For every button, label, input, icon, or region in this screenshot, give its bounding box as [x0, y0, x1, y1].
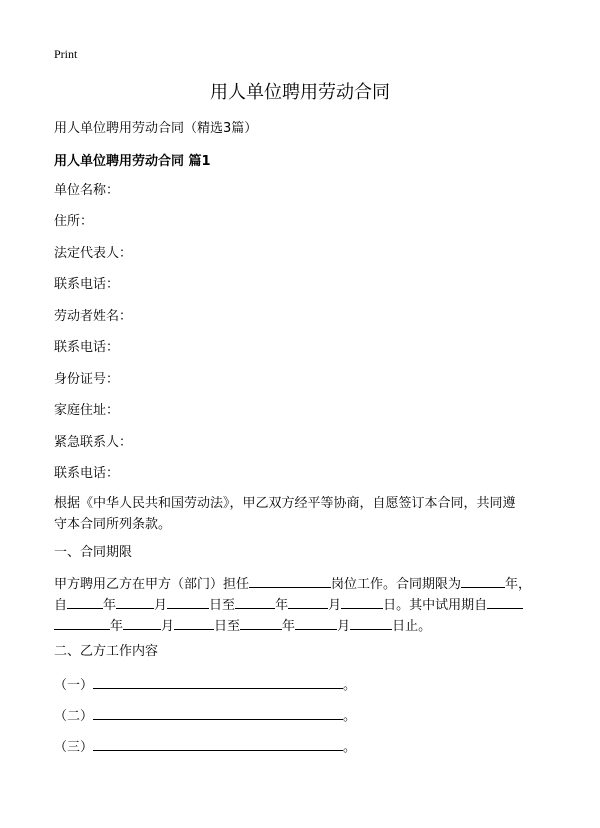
section-title: 用人单位聘用劳动合同 篇1	[54, 154, 211, 169]
item-suffix: 。	[343, 740, 357, 755]
date-blank	[123, 616, 161, 630]
work-item	[54, 737, 356, 754]
intro-paragraph	[54, 493, 550, 535]
field-address: 住所：	[54, 214, 94, 229]
field-company-name: 单位名称：	[54, 183, 120, 198]
intro-line-2: 守本合同所列条款。	[54, 517, 172, 532]
work-item-blank	[93, 675, 343, 689]
date-blank	[235, 595, 275, 609]
field-id-number: 身份证号：	[54, 372, 120, 387]
work-item	[54, 706, 356, 723]
date-blank	[341, 595, 383, 609]
term-text: 日。其中试用期自	[383, 598, 488, 613]
field-home-address: 家庭住址：	[54, 403, 120, 418]
heading-contract-term: 一、合同期限	[54, 545, 133, 560]
field-legal-rep: 法定代表人：	[54, 246, 133, 261]
term-text: 日至	[214, 619, 241, 634]
document-title: 用人单位聘用劳动合同	[210, 82, 390, 103]
term-text: 年，	[505, 577, 532, 592]
term-paragraph	[54, 574, 550, 637]
term-text: 月	[154, 598, 168, 613]
term-text: 年	[275, 598, 289, 613]
document-subtitle: 用人单位聘用劳动合同（精选3篇）	[54, 121, 258, 136]
field-company-phone: 联系电话：	[54, 277, 120, 292]
item-suffix: 。	[343, 678, 357, 693]
term-text: 年	[282, 619, 296, 634]
term-text: 日止。	[392, 619, 432, 634]
term-text: 年	[110, 619, 124, 634]
field-worker-name: 劳动者姓名：	[54, 309, 133, 324]
date-blank	[295, 616, 337, 630]
date-blank	[67, 595, 103, 609]
date-blank	[174, 616, 214, 630]
print-label: Print	[54, 47, 78, 61]
date-blank	[350, 616, 392, 630]
date-blank	[54, 616, 110, 630]
term-text: 甲方聘用乙方在甲方（部门）担任	[54, 577, 250, 592]
intro-line-1: 根据《中华人民共和国劳动法》，甲乙双方经平等协商，自愿签订本合同，共同遵	[54, 496, 516, 511]
work-item-blank	[93, 737, 343, 751]
item-suffix: 。	[343, 709, 357, 724]
date-blank	[167, 595, 209, 609]
field-emergency-phone: 联系电话：	[54, 466, 120, 481]
heading-work-content: 二、乙方工作内容	[54, 644, 159, 659]
term-text: 自	[54, 598, 68, 613]
duration-blank	[461, 574, 505, 588]
work-item	[54, 675, 356, 692]
term-text: 月	[337, 619, 351, 634]
date-blank	[240, 616, 282, 630]
position-blank	[249, 574, 331, 588]
date-blank	[487, 595, 523, 609]
term-text: 月	[161, 619, 175, 634]
term-text: 年	[103, 598, 117, 613]
field-emergency-contact: 紧急联系人：	[54, 435, 133, 450]
term-text: 岗位工作。合同期限为	[331, 577, 462, 592]
item-prefix: （三）	[54, 740, 94, 755]
work-item-blank	[93, 706, 343, 720]
date-blank	[116, 595, 154, 609]
item-prefix: （二）	[54, 709, 94, 724]
date-blank	[288, 595, 328, 609]
field-worker-phone: 联系电话：	[54, 340, 120, 355]
term-text: 月	[328, 598, 342, 613]
item-prefix: （一）	[54, 678, 94, 693]
term-text: 日至	[209, 598, 236, 613]
